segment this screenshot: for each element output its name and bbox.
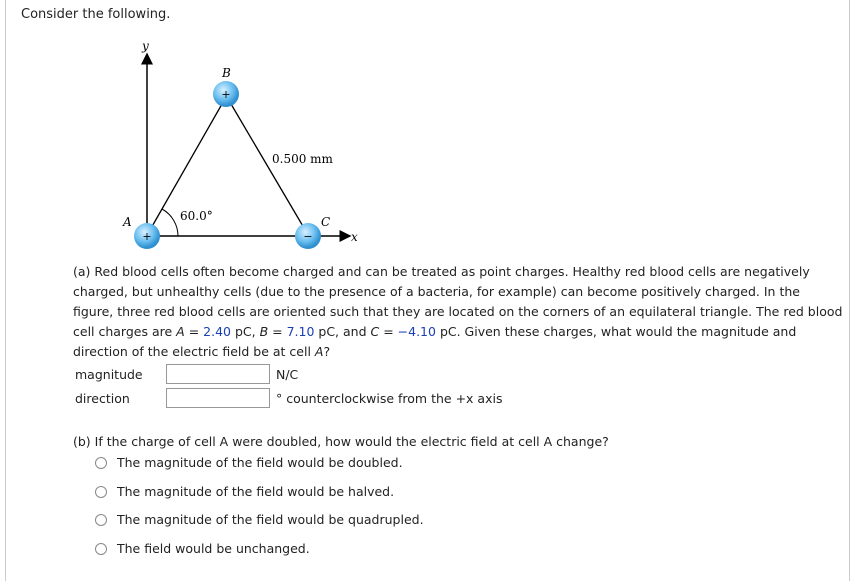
label-a: A — [123, 215, 132, 229]
direction-label: direction — [75, 391, 130, 406]
svg-text:−: − — [303, 230, 313, 243]
part-b-question: (b) If the charge of cell A were doubled, how would the electric field at cell A change? — [73, 434, 609, 449]
side-length: 0.500 mm — [272, 152, 333, 166]
magnitude-input[interactable] — [166, 364, 270, 384]
option-doubled-radio[interactable] — [95, 457, 107, 469]
svg-text:+: + — [142, 230, 152, 243]
option-doubled-label[interactable]: The magnitude of the field would be doubled. — [117, 455, 403, 470]
magnitude-unit: N/C — [276, 367, 299, 382]
option-unchanged-label[interactable]: The field would be unchanged. — [117, 541, 310, 556]
label-c: C — [321, 215, 331, 229]
direction-unit: ° counterclockwise from the +x axis — [276, 391, 503, 406]
option-halved-radio[interactable] — [95, 486, 107, 498]
option-unchanged-radio[interactable] — [95, 543, 107, 555]
angle-label: 60.0° — [180, 209, 213, 223]
part-a-text: (a) Red blood cells often become charged and can be treated as point charges. Healthy red blood cells are negatively charged, but unhealthy cells (due to the presence of a bacteria, for example) can become positively charged. In the figure, three red blood cells are oriented such that they are located on the corners of an equilateral triangle. The red blood cell charges are A = 2.40 pC, B = 7.10 pC, and C = −4.10 pC. Given these charges, what would the magnitude and direction of the electric field be at cell A? — [73, 264, 843, 359]
option-quadrupled-radio[interactable] — [95, 514, 107, 526]
y-label: y — [142, 39, 149, 53]
x-label: x — [351, 230, 358, 244]
triangle-figure — [0, 0, 400, 260]
option-halved-label[interactable]: The magnitude of the field would be halved. — [117, 484, 395, 499]
label-b: B — [222, 66, 231, 80]
svg-text:+: + — [221, 88, 231, 101]
magnitude-label: magnitude — [75, 367, 143, 382]
option-quadrupled-label[interactable]: The magnitude of the field would be quadrupled. — [117, 512, 424, 527]
direction-input[interactable] — [166, 388, 270, 408]
header: Consider the following. — [21, 7, 171, 22]
